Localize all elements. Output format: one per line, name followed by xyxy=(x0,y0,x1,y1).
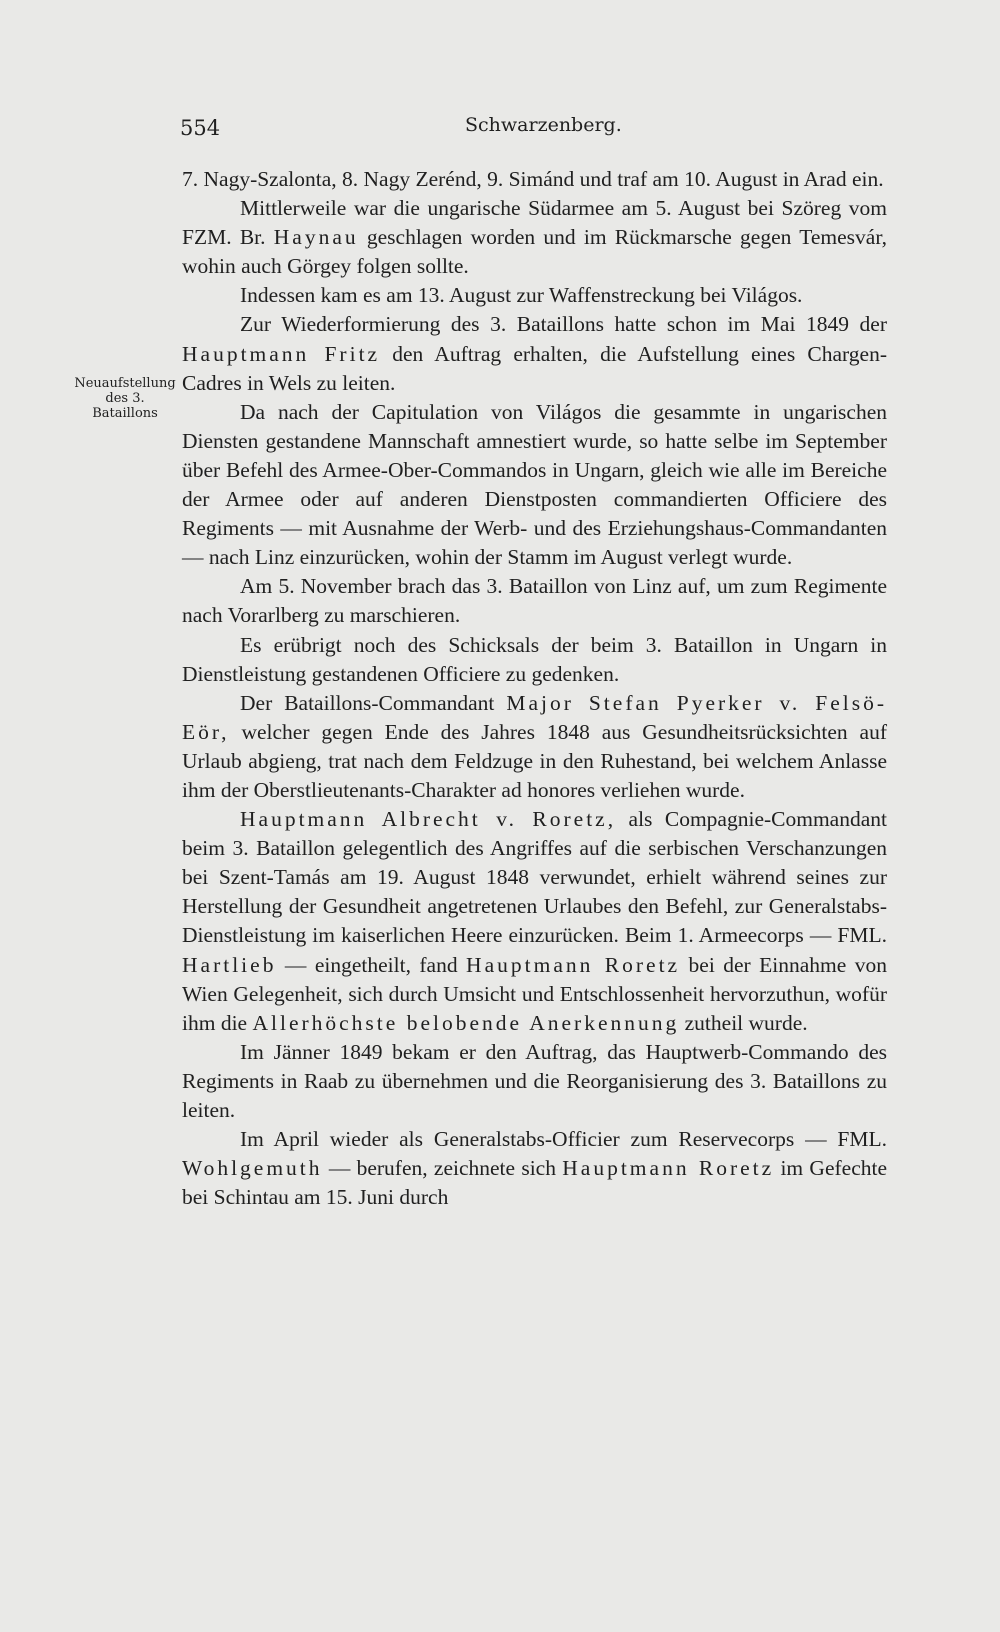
paragraph xyxy=(182,165,887,194)
text-segment: — berufen, zeichnete sich xyxy=(322,1156,563,1181)
text-segment: 7. Nagy-Szalonta, 8. Nagy Zerénd, 9. Simánd und traf am 10. August in Arad ein. xyxy=(182,167,884,191)
text-segment: Im April wieder als Generalstabs-Officier zum Reservecorps — FML. xyxy=(240,1127,887,1152)
text-segment: zutheil wurde. xyxy=(679,1010,808,1035)
text-segment: Es erübrigt noch des Schicksals der beim 3. Bataillon in Ungarn in Dienstleistung gestandenen Officiere zu gedenken. xyxy=(182,632,887,686)
paragraph xyxy=(182,194,887,281)
paragraph xyxy=(182,1125,887,1212)
margin-note-line: Bataillons xyxy=(92,406,158,421)
text-segment: Indessen kam es am 13. August zur Waffenstreckung bei Világos. xyxy=(240,283,803,308)
paragraph xyxy=(182,572,887,630)
spaced-emphasis: Allerhöchste belobende Anerkennung xyxy=(252,1010,680,1035)
spaced-emphasis: Hauptmann Roretz xyxy=(562,1156,775,1181)
text-segment: Am 5. November brach das 3. Bataillon von Linz auf, um zum Regimente nach Vorarlberg zu marschieren. xyxy=(182,574,887,628)
paragraph xyxy=(182,310,887,397)
text-segment: welcher gegen Ende des Jahres 1848 aus Gesundheitsrücksichten auf Urlaub abgieng, trat nach dem Feldzuge in den Ruhestand, bei welchem Anlasse ihm der Oberstlieutenants-Charakter ad honores verliehen wurde. xyxy=(182,719,887,802)
spaced-emphasis: Hauptmann Albrecht v. Roretz, xyxy=(240,807,617,832)
spaced-emphasis: Major Stefan Pyerker v. Felsö-Eör, xyxy=(182,690,887,744)
paragraph xyxy=(182,398,887,573)
margin-note-line: des 3. xyxy=(105,391,145,406)
text-segment: Da nach der Capitulation von Világos die gesammte in ungarischen Diensten gestandene Mannschaft amnestiert wurde, so hatte selbe im September über Befehl des Armee-Ober-Commandos in Ungarn, gleich wie alle im Bereiche der Armee oder auf anderen Dienstposten commandierten Officiere des Regiments — mit Ausnahme der Werb- und des Erziehungshaus-Commandanten — nach Linz einzurücken, wohin der Stamm im August verlegt wurde. xyxy=(182,399,887,570)
page-header xyxy=(180,110,890,150)
text-segment: den Auftrag erhalten, die Aufstellung eines Chargen-Cadres in Wels zu leiten. xyxy=(182,341,887,395)
margin-note xyxy=(60,376,190,421)
text-segment: — eingetheilt, fand xyxy=(276,952,467,977)
text-segment: Zur Wiederformierung des 3. Bataillons hatte schon im Mai 1849 der xyxy=(240,312,887,337)
paragraph xyxy=(182,805,887,1038)
spaced-emphasis: Hauptmann Roretz xyxy=(466,952,681,977)
text-segment: im Gefechte bei Schintau am 15. Juni durch xyxy=(182,1156,888,1210)
spaced-emphasis: Hauptmann Fritz xyxy=(182,341,381,366)
spaced-emphasis: Wohlgemuth xyxy=(182,1156,323,1181)
text-segment: als Compagnie-Commandant beim 3. Bataillon gelegentlich des Angriffes auf die serbischen Verschanzungen bei Szent-Tamás am 19. August 1848 verwundet, erhielt während seines zur Herstellung der Gesundheit angetretenen Urlaubes den Befehl, zur Generalstabs-Dienstleistung im kaiserlichen Heere einzurücken. Beim 1. Armeecorps — FML. xyxy=(182,807,887,948)
text-segment: Der Bataillons-Commandant xyxy=(240,690,507,715)
text-segment: Mittlerweile war die ungarische Südarmee am 5. August bei Szöreg vom FZM. Br. xyxy=(182,196,887,250)
spaced-emphasis: Haynau xyxy=(273,225,359,250)
page-number: 554 xyxy=(180,116,221,140)
paragraph xyxy=(182,1038,887,1125)
spaced-emphasis: Hartlieb xyxy=(182,952,277,977)
paragraph xyxy=(182,281,887,310)
margin-note-line: Neuaufstellung xyxy=(74,376,176,391)
paragraph xyxy=(182,689,887,805)
text-segment: Im Jänner 1849 bekam er den Auftrag, das Hauptwerb-Commando des Regiments in Raab zu übernehmen und die Reorganisierung des 3. Bataillons zu leiten. xyxy=(182,1039,887,1122)
body-text xyxy=(182,165,887,1212)
text-segment: geschlagen worden und im Rückmarsche gegen Temesvár, wohin auch Görgey folgen sollte. xyxy=(182,225,887,279)
paragraph xyxy=(182,631,887,689)
running-head: Schwarzenberg. xyxy=(465,114,622,136)
text-segment: bei der Einnahme von Wien Gelegenheit, sich durch Umsicht und Entschlossenheit hervorzuthun, wofür ihm die xyxy=(182,952,888,1035)
